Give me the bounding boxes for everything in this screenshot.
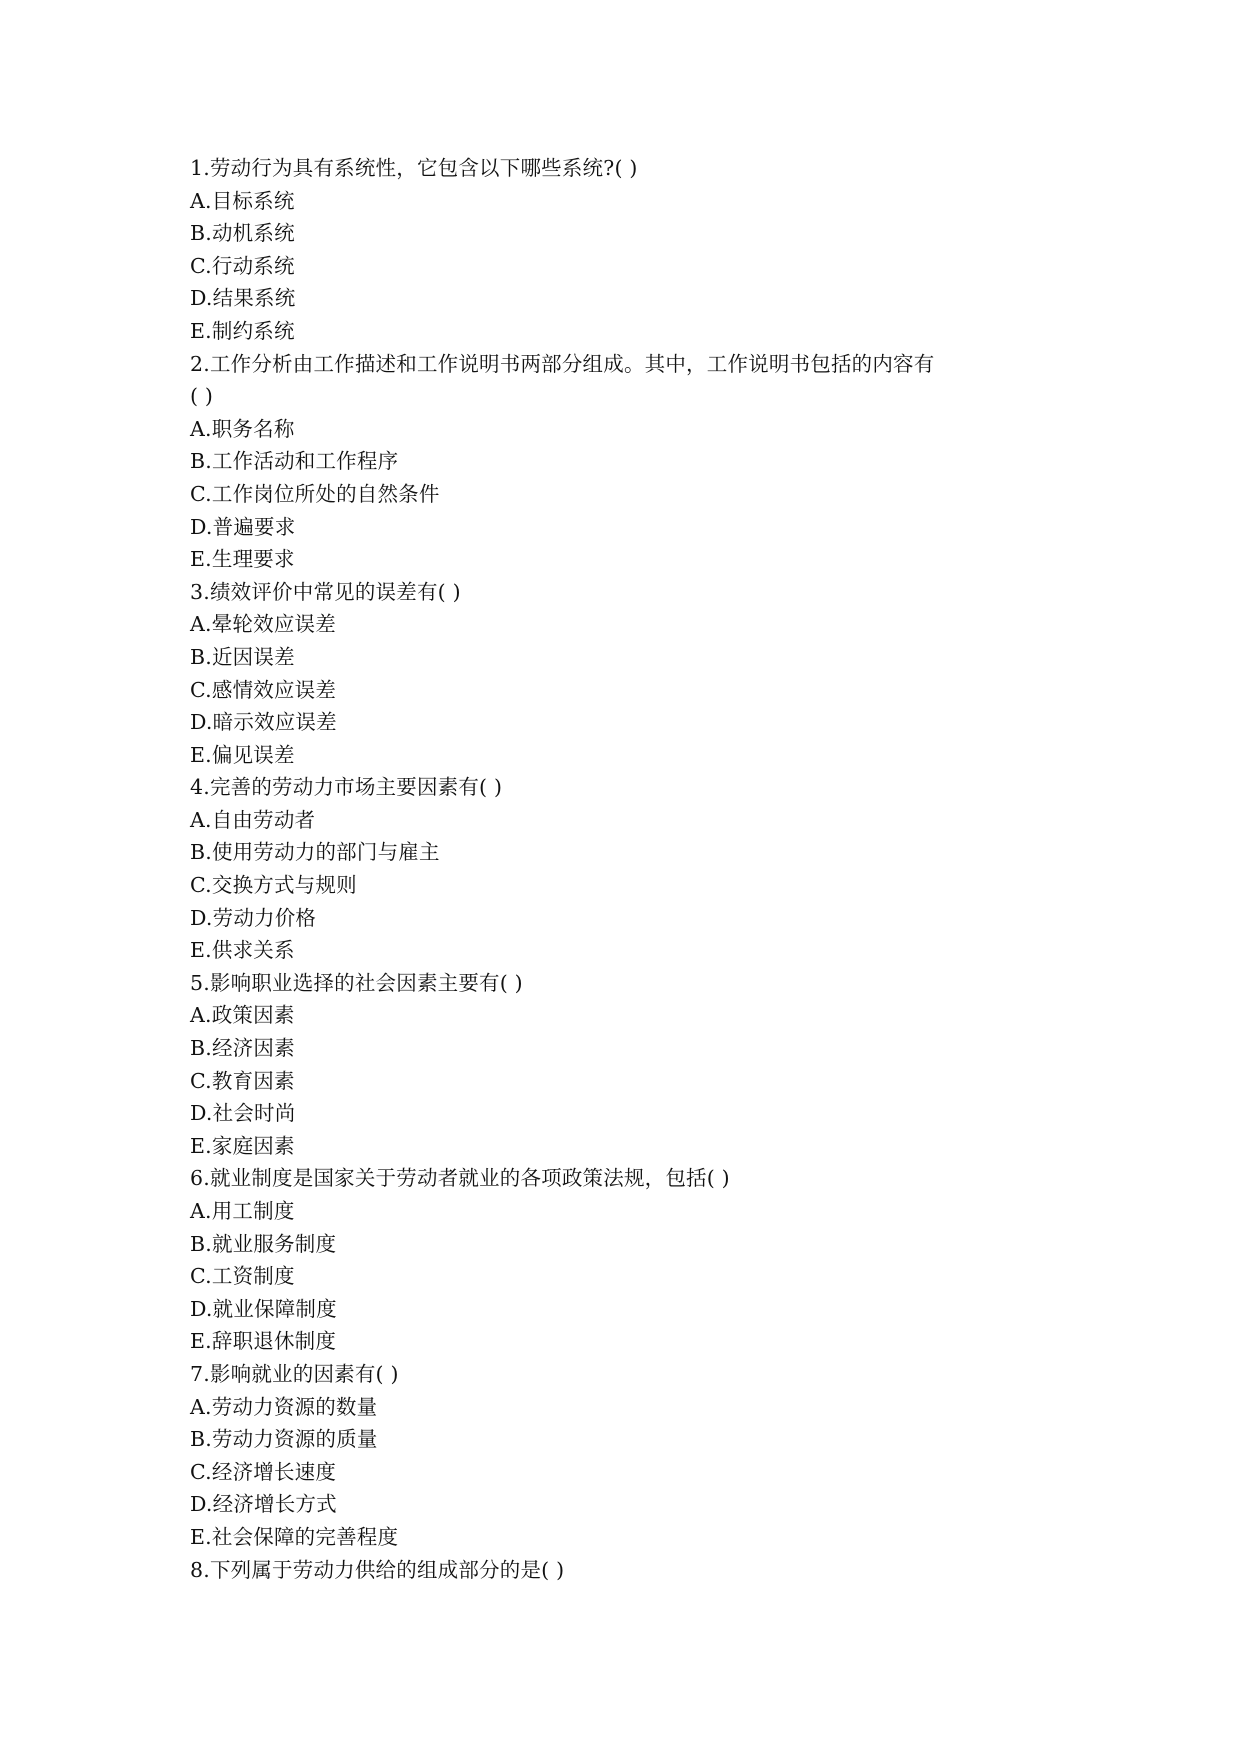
option-b: B.就业服务制度 [190, 1231, 337, 1256]
option-a: A.用工制度 [190, 1199, 295, 1223]
option-b: B.工作活动和工作程序 [190, 449, 399, 474]
question-4 [190, 771, 1030, 967]
question-document [190, 152, 1030, 1586]
question-stem: 5.影响职业选择的社会因素主要有( ) [190, 970, 523, 995]
option-a: A.自由劳动者 [190, 807, 316, 832]
option-b: B.使用劳动力的部门与雇主 [190, 840, 440, 865]
option-c: C.工作岗位所处的自然条件 [190, 481, 440, 506]
option-e: E.家庭因素 [190, 1133, 295, 1158]
option-c: C.工资制度 [190, 1264, 295, 1289]
question-1 [190, 152, 1030, 348]
question-stem: 2.工作分析由工作描述和工作说明书两部分组成。其中，工作说明书包括的内容有 [190, 351, 935, 376]
question-stem: 6.就业制度是国家关于劳动者就业的各项政策法规，包括( ) [190, 1166, 730, 1191]
option-a: A.晕轮效应误差 [190, 612, 336, 637]
option-d: D.普遍要求 [190, 514, 296, 539]
question-stem: 1.劳动行为具有系统性，它包含以下哪些系统?( ) [190, 156, 638, 180]
option-b: B.经济因素 [190, 1036, 295, 1061]
option-b: B.劳动力资源的质量 [190, 1427, 378, 1452]
option-a: A.政策因素 [190, 1003, 295, 1028]
question-5 [190, 967, 1030, 1163]
option-d: D.劳动力价格 [190, 905, 317, 930]
question-stem-continued: ( ) [190, 384, 214, 409]
option-c: C.教育因素 [190, 1068, 295, 1093]
option-a: A.目标系统 [190, 188, 295, 213]
question-stem: 3.绩效评价中常见的误差有( ) [190, 579, 461, 604]
option-d: D.经济增长方式 [190, 1492, 337, 1517]
option-c: C.交换方式与规则 [190, 873, 357, 898]
question-7 [190, 1358, 1030, 1554]
option-e: E.社会保障的完善程度 [190, 1524, 399, 1549]
question-2 [190, 348, 1030, 576]
option-b: B.动机系统 [190, 221, 295, 246]
question-stem: 4.完善的劳动力市场主要因素有( ) [190, 775, 503, 800]
option-d: D.就业保障制度 [190, 1296, 337, 1321]
question-8 [190, 1554, 1030, 1587]
question-6 [190, 1162, 1030, 1358]
option-c: C.感情效应误差 [190, 677, 337, 702]
option-d: D.社会时尚 [190, 1101, 296, 1126]
option-b: B.近因误差 [190, 644, 295, 669]
question-3 [190, 576, 1030, 772]
option-d: D.结果系统 [190, 286, 296, 311]
option-e: E.辞职退休制度 [190, 1329, 337, 1354]
question-stem: 8.下列属于劳动力供给的组成部分的是( ) [190, 1557, 565, 1582]
option-c: C.行动系统 [190, 253, 295, 278]
question-stem: 7.影响就业的因素有( ) [190, 1361, 399, 1386]
option-e: E.制约系统 [190, 318, 295, 343]
option-e: E.偏见误差 [190, 742, 295, 767]
option-a: A.劳动力资源的数量 [190, 1394, 378, 1419]
option-e: E.供求关系 [190, 938, 295, 963]
option-d: D.暗示效应误差 [190, 710, 337, 735]
option-a: A.职务名称 [190, 416, 295, 441]
option-c: C.经济增长速度 [190, 1459, 337, 1484]
option-e: E.生理要求 [190, 547, 295, 572]
